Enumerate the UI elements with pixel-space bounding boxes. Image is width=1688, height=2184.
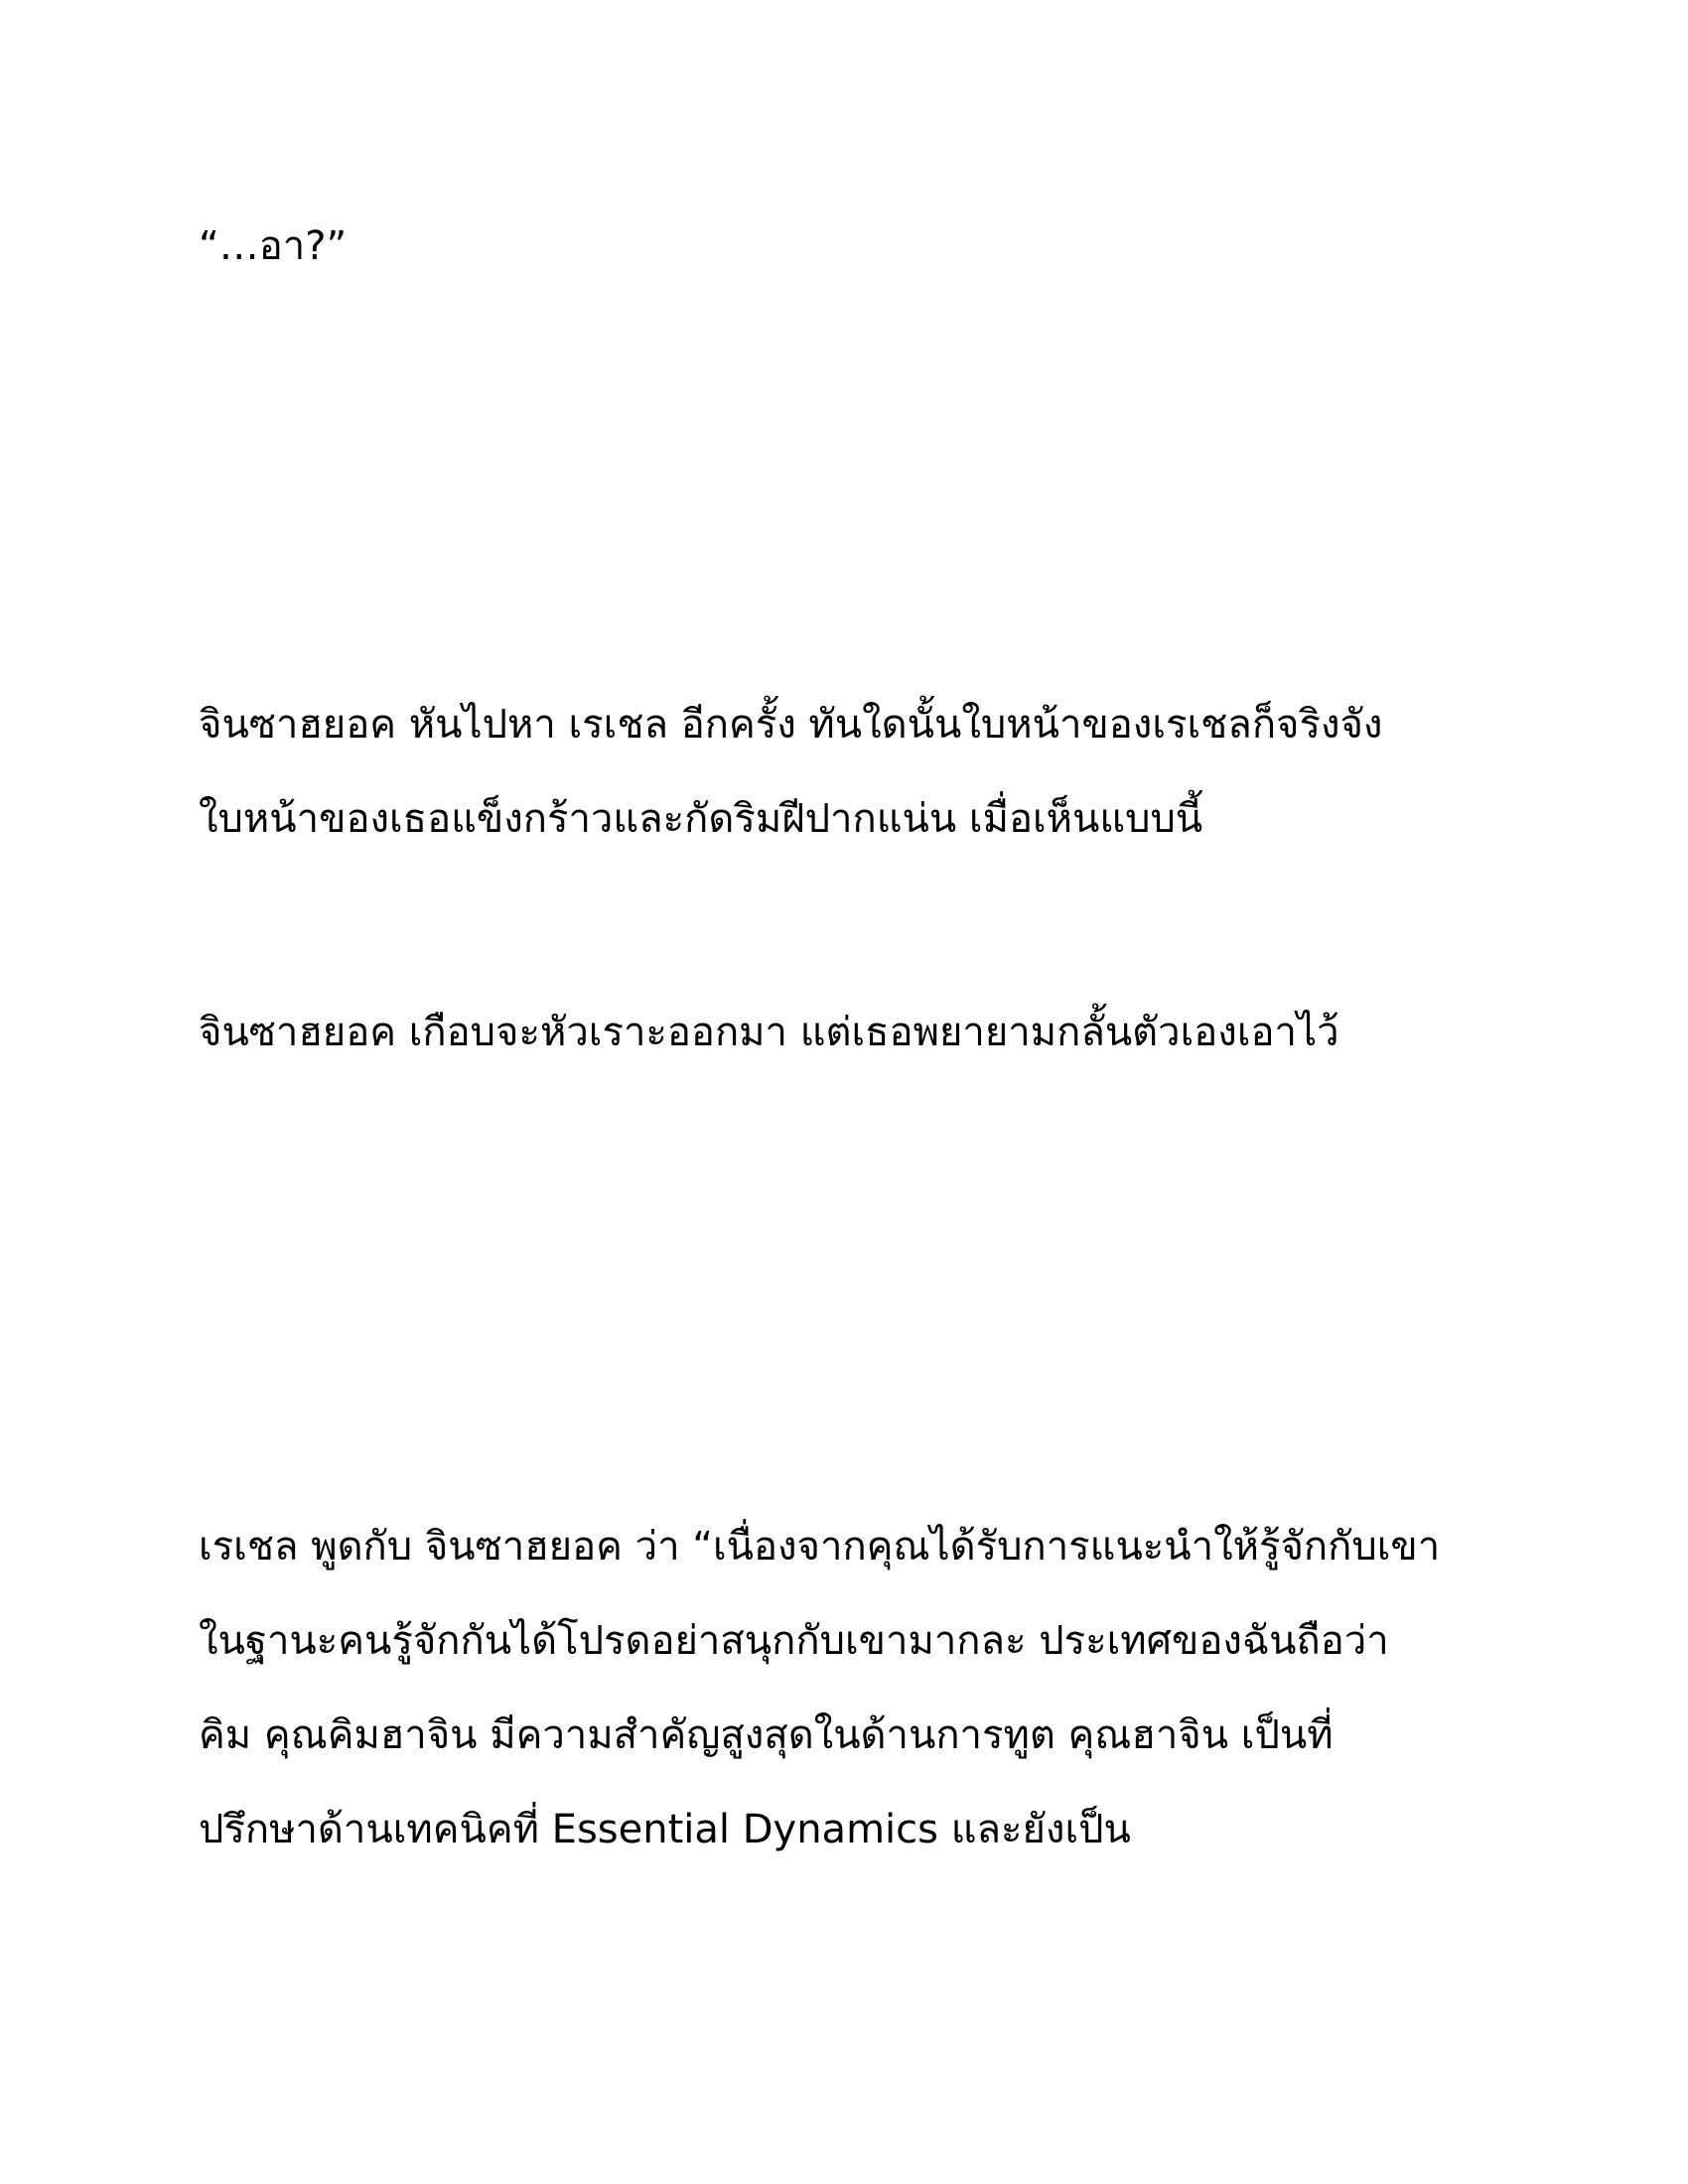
paragraph-line: ใบหน้าของเธอแข็งกร้าวและกัดริมฝีปากแน่น เมื่อเห็นแบบนี้	[199, 796, 1203, 842]
paragraph-line: จินซาฮยอค หันไปหา เรเชล อีกครั้ง ทันใดนั้นใบหน้าของเรเชลก็จริงจัง	[199, 702, 1383, 748]
paragraph-line: ในฐานะคนรู้จักกันได้โปรดอย่าสนุกกับเขามากละ ประเทศของฉันถือว่า	[199, 1618, 1389, 1664]
paragraph-line: เรเชล พูดกับ จินซาฮยอค ว่า “เนื่องจากคุณได้รับการแนะนำให้รู้จักกับเขา	[199, 1524, 1441, 1570]
dialogue-line: “…อา?”	[199, 223, 348, 269]
paragraph-line: คิม คุณคิมฮาจิน มีความสำคัญสูงสุดในด้านการทูต คุณฮาจิน เป็นที่	[199, 1712, 1334, 1758]
paragraph-line: ปรึกษาด้านเทคนิคที่ Essential Dynamics และยังเป็น	[199, 1807, 1131, 1852]
paragraph-line: จินซาฮยอค เกือบจะหัวเราะออกมา แต่เธอพยายามกลั้นตัวเองเอาไว้	[199, 1010, 1339, 1055]
